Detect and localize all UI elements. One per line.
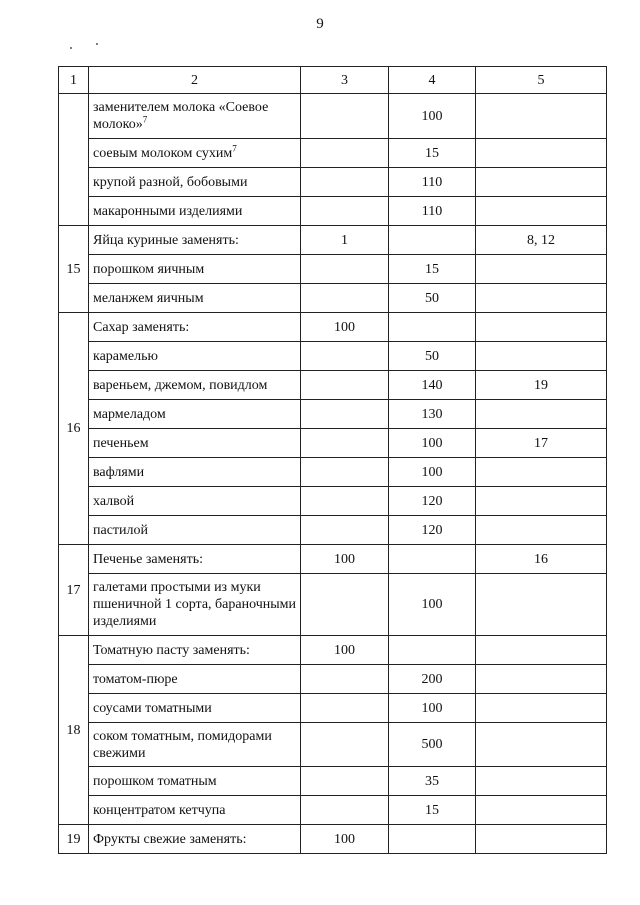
header-cell-2: 2 xyxy=(89,67,301,94)
cell-c3 xyxy=(301,94,389,139)
product-name xyxy=(89,796,301,825)
product-name xyxy=(89,342,301,371)
table-row xyxy=(59,665,607,694)
table-row xyxy=(59,197,607,226)
product-name-text: меланжем яичным xyxy=(93,290,204,306)
product-name-text: мармеладом xyxy=(93,406,166,422)
table-row xyxy=(59,94,607,139)
product-name xyxy=(89,94,301,139)
table-row xyxy=(59,694,607,723)
product-name xyxy=(89,255,301,284)
cell-c3 xyxy=(301,487,389,516)
header-row xyxy=(59,67,607,94)
cell-c5 xyxy=(476,516,607,545)
product-name-text: халвой xyxy=(93,493,135,509)
product-name xyxy=(89,545,301,574)
product-name xyxy=(89,665,301,694)
cell-c3 xyxy=(301,400,389,429)
footnote-mark: 7 xyxy=(142,114,148,125)
cell-c5 xyxy=(476,284,607,313)
cell-c4: 130 xyxy=(389,400,476,429)
table-row xyxy=(59,284,607,313)
product-name xyxy=(89,371,301,400)
product-name xyxy=(89,825,301,854)
cell-c5 xyxy=(476,636,607,665)
cell-c4: 100 xyxy=(389,694,476,723)
cell-c5: 8, 12 xyxy=(476,226,607,255)
header-cell-1: 1 xyxy=(59,67,89,94)
cell-c4: 50 xyxy=(389,342,476,371)
cell-c5 xyxy=(476,694,607,723)
product-name-text: Сахар заменять: xyxy=(93,319,190,335)
cell-c3: 100 xyxy=(301,636,389,665)
cell-c3 xyxy=(301,694,389,723)
cell-c4 xyxy=(389,313,476,342)
replacement-norms-table xyxy=(58,66,607,854)
product-name-text: печеньем xyxy=(93,435,149,451)
cell-c5 xyxy=(476,796,607,825)
cell-c3 xyxy=(301,371,389,400)
cell-c5: 16 xyxy=(476,545,607,574)
product-name xyxy=(89,226,301,255)
product-name-text: карамелью xyxy=(93,348,158,364)
product-name xyxy=(89,197,301,226)
cell-c3 xyxy=(301,255,389,284)
cell-c3 xyxy=(301,284,389,313)
product-name-text: вареньем, джемом, повидлом xyxy=(93,377,268,393)
table-row xyxy=(59,723,607,767)
table-row xyxy=(59,636,607,665)
cell-c3 xyxy=(301,723,389,767)
page-number: 9 xyxy=(316,16,324,32)
cell-c4: 100 xyxy=(389,574,476,636)
cell-c3 xyxy=(301,197,389,226)
table-row xyxy=(59,139,607,168)
cell-c3: 100 xyxy=(301,545,389,574)
cell-c5 xyxy=(476,767,607,796)
product-name xyxy=(89,400,301,429)
cell-c3 xyxy=(301,139,389,168)
cell-c5 xyxy=(476,139,607,168)
product-name xyxy=(89,168,301,197)
cell-c3 xyxy=(301,458,389,487)
cell-c4: 15 xyxy=(389,255,476,284)
product-name xyxy=(89,516,301,545)
cell-c3: 100 xyxy=(301,825,389,854)
cell-c4: 15 xyxy=(389,139,476,168)
item-number xyxy=(59,94,89,226)
cell-c4 xyxy=(389,636,476,665)
product-name-text: Печенье заменять: xyxy=(93,551,203,567)
product-name-text: Яйца куриные заменять: xyxy=(93,232,239,248)
cell-c5 xyxy=(476,825,607,854)
cell-c4 xyxy=(389,545,476,574)
cell-c4: 15 xyxy=(389,796,476,825)
table-row xyxy=(59,487,607,516)
cell-c4: 35 xyxy=(389,767,476,796)
scan-speck xyxy=(96,43,98,45)
table-row xyxy=(59,400,607,429)
product-name-text: порошком томатным xyxy=(93,773,217,789)
product-name-text: соком томатным, помидорами свежими xyxy=(93,728,272,761)
scan-speck xyxy=(70,47,72,49)
table-row xyxy=(59,226,607,255)
table-row xyxy=(59,767,607,796)
cell-c3 xyxy=(301,168,389,197)
product-name xyxy=(89,636,301,665)
cell-c5 xyxy=(476,313,607,342)
cell-c3 xyxy=(301,574,389,636)
product-name xyxy=(89,767,301,796)
product-name-text: концентратом кетчупа xyxy=(93,802,226,818)
cell-c4: 100 xyxy=(389,458,476,487)
table-row xyxy=(59,516,607,545)
cell-c3: 100 xyxy=(301,313,389,342)
footnote-mark: 7 xyxy=(232,142,237,153)
product-name-text: томатом-пюре xyxy=(93,671,178,687)
cell-c5 xyxy=(476,342,607,371)
table-row xyxy=(59,825,607,854)
cell-c3 xyxy=(301,429,389,458)
product-name xyxy=(89,313,301,342)
product-name-text: галетами простыми из муки пшеничной 1 сорта, бараночными изделиями xyxy=(93,580,296,629)
table-row xyxy=(59,255,607,284)
cell-c5 xyxy=(476,723,607,767)
product-name-text: соевым молоком сухим xyxy=(93,145,233,161)
table-row xyxy=(59,458,607,487)
product-name xyxy=(89,139,301,168)
cell-c4: 110 xyxy=(389,197,476,226)
item-number: 19 xyxy=(59,825,89,854)
cell-c5: 19 xyxy=(476,371,607,400)
header-cell-5: 5 xyxy=(476,67,607,94)
cell-c4 xyxy=(389,226,476,255)
table-row xyxy=(59,168,607,197)
item-number: 18 xyxy=(59,636,89,825)
cell-c3: 1 xyxy=(301,226,389,255)
cell-c4: 120 xyxy=(389,516,476,545)
product-name-text: Томатную пасту заменять: xyxy=(93,642,250,658)
cell-c3 xyxy=(301,516,389,545)
cell-c4: 50 xyxy=(389,284,476,313)
product-name xyxy=(89,429,301,458)
product-name-text: пастилой xyxy=(93,522,149,538)
cell-c5: 17 xyxy=(476,429,607,458)
product-name xyxy=(89,487,301,516)
cell-c4: 120 xyxy=(389,487,476,516)
cell-c5 xyxy=(476,574,607,636)
cell-c5 xyxy=(476,665,607,694)
cell-c4: 140 xyxy=(389,371,476,400)
product-name-text: вафлями xyxy=(93,464,145,480)
product-name xyxy=(89,458,301,487)
product-name-text: заменителем молока «Соевое молоко» xyxy=(93,100,269,132)
cell-c3 xyxy=(301,767,389,796)
table-row xyxy=(59,545,607,574)
table-row xyxy=(59,796,607,825)
cell-c5 xyxy=(476,255,607,284)
cell-c5 xyxy=(476,487,607,516)
cell-c4 xyxy=(389,825,476,854)
table-row xyxy=(59,371,607,400)
cell-c3 xyxy=(301,665,389,694)
product-name xyxy=(89,284,301,313)
item-number: 15 xyxy=(59,226,89,313)
item-number: 16 xyxy=(59,313,89,545)
cell-c4: 110 xyxy=(389,168,476,197)
table-body xyxy=(59,67,607,854)
cell-c4: 100 xyxy=(389,94,476,139)
product-name-text: макаронными изделиями xyxy=(93,203,243,219)
table-row xyxy=(59,313,607,342)
cell-c5 xyxy=(476,197,607,226)
product-name xyxy=(89,694,301,723)
product-name-text: Фрукты свежие заменять: xyxy=(93,831,247,847)
cell-c5 xyxy=(476,94,607,139)
product-name-text: соусами томатными xyxy=(93,700,212,716)
cell-c4: 200 xyxy=(389,665,476,694)
cell-c4: 100 xyxy=(389,429,476,458)
table-row xyxy=(59,342,607,371)
product-name xyxy=(89,723,301,767)
item-number: 17 xyxy=(59,545,89,636)
product-name-text: крупой разной, бобовыми xyxy=(93,174,248,190)
product-name-text: порошком яичным xyxy=(93,261,205,277)
table-row xyxy=(59,574,607,636)
product-name xyxy=(89,574,301,636)
cell-c5 xyxy=(476,458,607,487)
cell-c3 xyxy=(301,796,389,825)
table-row xyxy=(59,429,607,458)
cell-c5 xyxy=(476,400,607,429)
cell-c5 xyxy=(476,168,607,197)
header-cell-4: 4 xyxy=(389,67,476,94)
cell-c4: 500 xyxy=(389,723,476,767)
header-cell-3: 3 xyxy=(301,67,389,94)
cell-c3 xyxy=(301,342,389,371)
